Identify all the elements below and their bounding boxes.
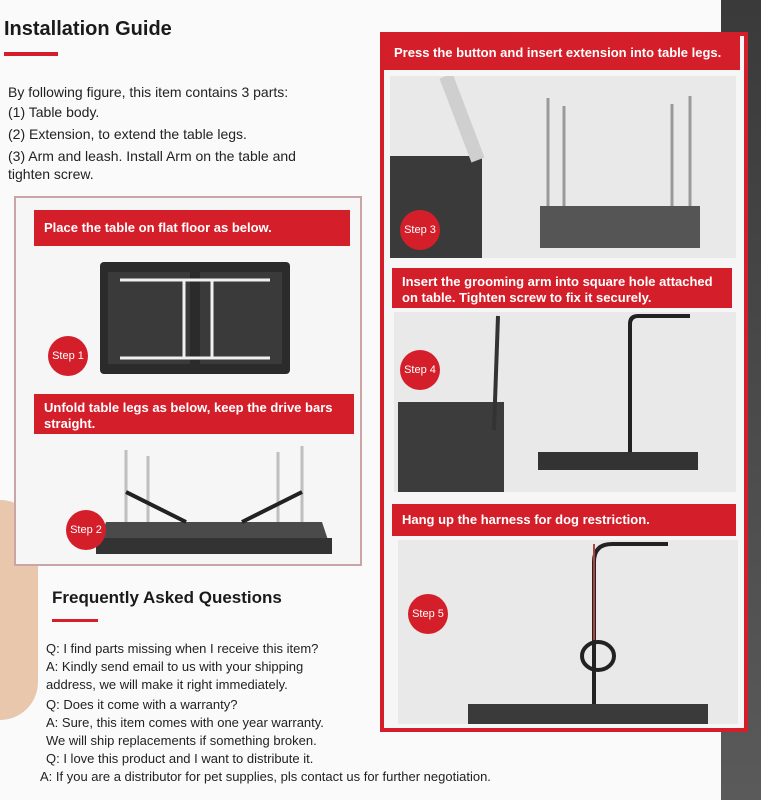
page-title: Installation Guide	[4, 18, 172, 40]
step-5-photo	[398, 540, 738, 724]
faq-line-4: Q: Does it come with a warranty?	[46, 697, 238, 712]
faq-line-6: We will ship replacements if something broken.	[46, 733, 317, 748]
faq-title: Frequently Asked Questions	[52, 588, 282, 607]
faq-line-7: Q: I love this product and I want to distribute it.	[46, 751, 314, 766]
step-5-caption: Hang up the harness for dog restriction.	[392, 504, 736, 536]
faq-line-1: Q: I find parts missing when I receive this item?	[46, 641, 319, 656]
step-5-badge: Step 5	[408, 594, 448, 634]
intro-line-4: (3) Arm and leash. Install Arm on the table and	[8, 148, 296, 164]
step-2-badge: Step 2	[66, 510, 106, 550]
step-2-caption: Unfold table legs as below, keep the drive bars straight.	[34, 394, 354, 434]
step-1-badge: Step 1	[48, 336, 88, 376]
step-4-caption: Insert the grooming arm into square hole attached on table. Tighten screw to fix it securely.	[392, 268, 732, 308]
step-1-caption: Place the table on flat floor as below.	[34, 210, 350, 246]
step-3-caption: Press the button and insert extension into table legs.	[384, 36, 740, 70]
faq-line-5: A: Sure, this item comes with one year warranty.	[46, 715, 324, 730]
faq-line-3: address, we will make it right immediately.	[46, 677, 288, 692]
faq-line-8: A: If you are a distributor for pet supplies, pls contact us for further negotiation.	[40, 769, 491, 784]
title-underline	[4, 52, 58, 56]
faq-title-underline	[52, 619, 98, 622]
step-4-badge: Step 4	[400, 350, 440, 390]
intro-line-1: By following figure, this item contains 3 parts:	[8, 84, 289, 100]
step-4-photo	[394, 312, 736, 492]
step-1-table-top-view	[100, 262, 290, 374]
faq-line-2: A: Kindly send email to us with your shipping	[46, 659, 304, 674]
intro-line-5: tighten screw.	[8, 166, 94, 182]
step-2-unfolded-legs	[96, 442, 332, 558]
step-3-photo	[390, 76, 736, 258]
step-3-badge: Step 3	[400, 210, 440, 250]
intro-line-2: (1) Table body.	[8, 104, 100, 120]
intro-line-3: (2) Extension, to extend the table legs.	[8, 126, 247, 142]
